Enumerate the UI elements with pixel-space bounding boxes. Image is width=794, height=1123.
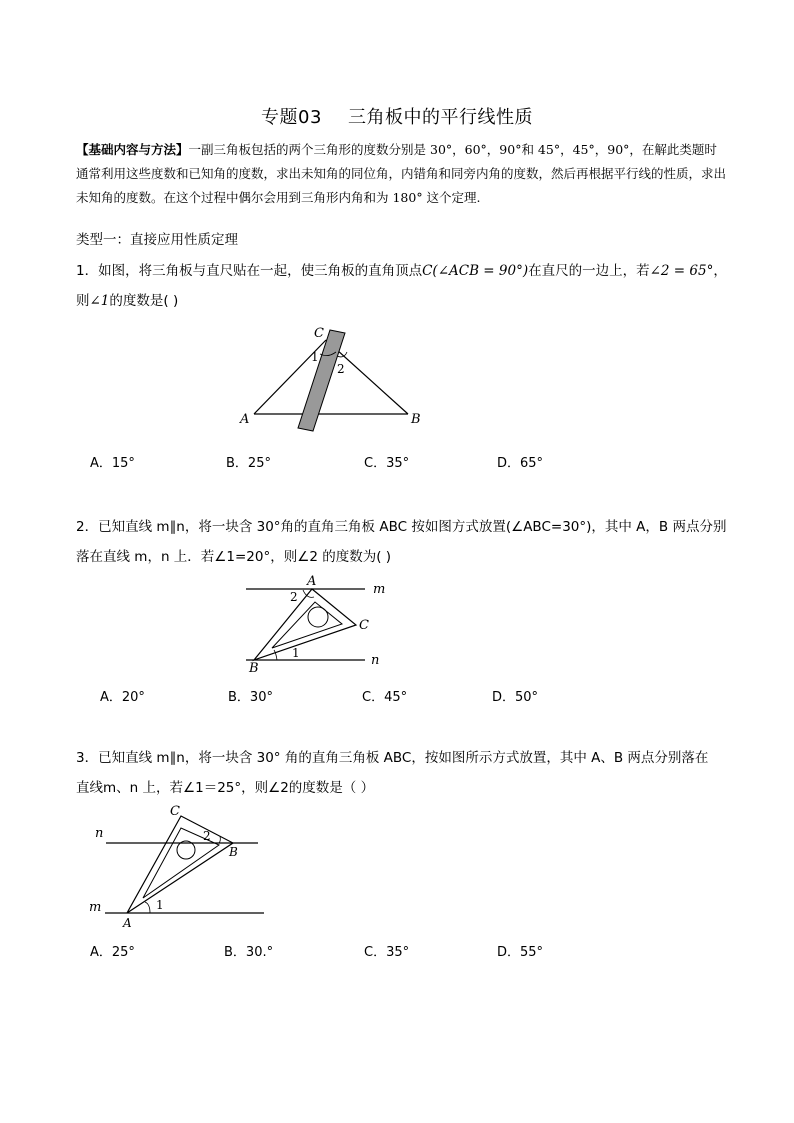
q2-angle-arc-1 — [274, 650, 277, 660]
q2-label-m: m — [373, 582, 386, 597]
q1-line2b: 的度数是( ) — [109, 293, 179, 309]
q1-label-b: B — [411, 412, 421, 427]
q1-option-a[interactable]: A．15° — [90, 456, 135, 471]
q2-label-n: n — [371, 653, 380, 668]
q3-line2: 直线m、n 上，若∠1＝25°，则∠2的度数是（ ） — [76, 780, 375, 796]
q1-line2-math: ∠1 — [89, 293, 110, 309]
q2-line2: 落在直线 m，n 上．若∠1=20°，则∠2 的度数为( ) — [76, 549, 392, 565]
q1-line1-math2: ∠2 = 65° — [649, 263, 714, 279]
q3-line1: 3．已知直线 m∥n，将一块含 30° 角的直角三角板 ABC，按如图所示方式放置，其中 A、B 两点分别落在 — [76, 750, 709, 766]
q1-option-b[interactable]: B．25° — [226, 456, 271, 471]
q3-text — [76, 743, 736, 803]
q1-option-d[interactable]: D．65° — [497, 456, 544, 471]
q2-label-angle1: 1 — [292, 646, 300, 660]
q3-option-a[interactable]: A．25° — [90, 945, 135, 960]
q3-option-c[interactable]: C．35° — [364, 945, 410, 960]
q1-label-c: C — [314, 326, 324, 341]
q3-label-angle1: 1 — [156, 898, 164, 912]
q3-angle-arc-2 — [219, 836, 220, 843]
q1-line2a: 则 — [76, 293, 90, 309]
q2-option-d[interactable]: D．50° — [492, 690, 539, 705]
q3-label-n: n — [95, 826, 104, 841]
q1-line1c: ， — [713, 263, 727, 279]
title-name: 三角板中的平行线性质 — [347, 107, 533, 128]
q3-label-a: A — [123, 916, 132, 930]
q2-label-angle2: 2 — [290, 590, 298, 604]
q2-label-c: C — [359, 618, 369, 633]
q2-figure — [246, 574, 385, 676]
q3-label-b: B — [229, 845, 238, 859]
q2-label-a: A — [307, 574, 317, 589]
q3-label-c: C — [170, 804, 180, 819]
q3-option-b[interactable]: B．30.° — [224, 945, 274, 960]
q1-line1a: 1．如图，将三角板与直尺贴在一起，使三角板的直角顶点 — [76, 263, 423, 279]
q2-line1: 2．已知直线 m∥n，将一块含 30°角的直角三角板 ABC 按如图方式放置(∠ABC=30°)，其中 A，B 两点分别 — [76, 519, 727, 535]
q1-option-c[interactable]: C．35° — [364, 456, 410, 471]
q3-label-angle2: 2 — [203, 829, 211, 843]
intro-body: 一副三角板包括的两个三角形的度数分别是 30°，60°，90°和 45°，45°，90°，在解此类题时通常利用这些度数和已知角的度数，求出未知角的同位角，内错角和同旁内角的度数，然后再根据平行线的性质，求出未知角的度数。在这个过程中偶尔会用到三角形内角和为 180° 这个定理. — [76, 142, 727, 205]
q3-option-d[interactable]: D．55° — [497, 945, 544, 960]
q2-text — [76, 512, 736, 572]
title-topic: 专题03 — [261, 107, 322, 128]
q3-figure — [89, 804, 264, 930]
q3-angle-arc-1 — [145, 902, 150, 913]
q3-label-m: m — [89, 900, 102, 915]
q1-line1b: 在直尺的一边上，若 — [528, 263, 650, 279]
q2-option-b[interactable]: B．30° — [228, 690, 273, 705]
section-title: 类型一：直接应用性质定理 — [76, 232, 238, 248]
q1-line1-math: C(∠ACB = 90°) — [422, 263, 529, 279]
q2-option-c[interactable]: C．45° — [362, 690, 408, 705]
q1-label-angle2: 2 — [337, 362, 345, 376]
q2-label-b: B — [249, 661, 259, 676]
q1-figure — [239, 326, 421, 431]
q2-hole — [308, 607, 328, 627]
q1-label-a: A — [240, 412, 250, 427]
q3-hole — [177, 841, 195, 859]
q1-label-angle1: 1 — [311, 350, 319, 364]
intro-label: 【基础内容与方法】 — [76, 142, 189, 157]
q2-option-a[interactable]: A．20° — [100, 690, 145, 705]
